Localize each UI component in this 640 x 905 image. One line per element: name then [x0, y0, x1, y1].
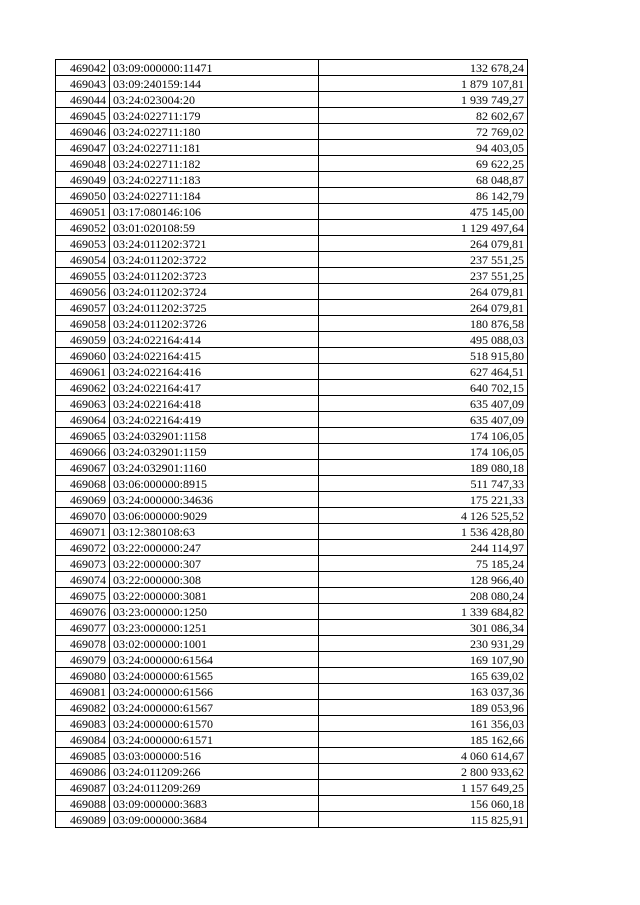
- table-row: [56, 300, 528, 316]
- cadastral-value: 635 407,09: [319, 412, 528, 428]
- cadastral-value: 1 157 649,25: [319, 780, 528, 796]
- cadastral-value: 132 678,24: [319, 60, 528, 76]
- cadastral-number: 03:24:011209:269: [110, 780, 319, 796]
- cadastral-number: 03:24:011202:3722: [110, 252, 319, 268]
- table-row: [56, 316, 528, 332]
- row-number: 469079: [56, 652, 110, 668]
- table-row: [56, 396, 528, 412]
- row-number: 469053: [56, 236, 110, 252]
- table-row: [56, 172, 528, 188]
- row-number: 469072: [56, 540, 110, 556]
- table-row: [56, 364, 528, 380]
- table-row: [56, 188, 528, 204]
- cadastral-value: 495 088,03: [319, 332, 528, 348]
- cadastral-value: 94 403,05: [319, 140, 528, 156]
- row-number: 469074: [56, 572, 110, 588]
- row-number: 469055: [56, 268, 110, 284]
- cadastral-number: 03:12:380108:63: [110, 524, 319, 540]
- cadastral-value: 518 915,80: [319, 348, 528, 364]
- cadastral-number: 03:24:022711:182: [110, 156, 319, 172]
- row-number: 469086: [56, 764, 110, 780]
- row-number: 469077: [56, 620, 110, 636]
- cadastral-value: 2 800 933,62: [319, 764, 528, 780]
- cadastral-value: 86 142,79: [319, 188, 528, 204]
- cadastral-number: 03:24:032901:1160: [110, 460, 319, 476]
- cadastral-number: 03:24:022711:183: [110, 172, 319, 188]
- cadastral-number: 03:09:000000:11471: [110, 60, 319, 76]
- cadastral-number: 03:24:000000:34636: [110, 492, 319, 508]
- row-number: 469061: [56, 364, 110, 380]
- cadastral-number: 03:24:000000:61567: [110, 700, 319, 716]
- row-number: 469087: [56, 780, 110, 796]
- cadastral-value: 4 126 525,52: [319, 508, 528, 524]
- cadastral-value: 115 825,91: [319, 812, 528, 828]
- row-number: 469076: [56, 604, 110, 620]
- table-row: [56, 700, 528, 716]
- table-row: [56, 668, 528, 684]
- cadastral-number: 03:24:011202:3726: [110, 316, 319, 332]
- cadastral-number: 03:01:020108:59: [110, 220, 319, 236]
- cadastral-value: 169 107,90: [319, 652, 528, 668]
- cadastral-number: 03:24:022164:418: [110, 396, 319, 412]
- cadastral-value: 237 551,25: [319, 252, 528, 268]
- row-number: 469071: [56, 524, 110, 540]
- row-number: 469052: [56, 220, 110, 236]
- table-row: [56, 220, 528, 236]
- cadastral-value: 511 747,33: [319, 476, 528, 492]
- cadastral-value: 189 080,18: [319, 460, 528, 476]
- cadastral-value: 1 536 428,80: [319, 524, 528, 540]
- cadastral-number: 03:22:000000:307: [110, 556, 319, 572]
- row-number: 469081: [56, 684, 110, 700]
- cadastral-number: 03:24:011202:3725: [110, 300, 319, 316]
- row-number: 469047: [56, 140, 110, 156]
- row-number: 469070: [56, 508, 110, 524]
- cadastral-number: 03:22:000000:308: [110, 572, 319, 588]
- cadastral-value: 301 086,34: [319, 620, 528, 636]
- cadastral-value: 156 060,18: [319, 796, 528, 812]
- cadastral-number: 03:24:011202:3721: [110, 236, 319, 252]
- table-row: [56, 140, 528, 156]
- row-number: 469085: [56, 748, 110, 764]
- cadastral-value: 68 048,87: [319, 172, 528, 188]
- cadastral-value: 230 931,29: [319, 636, 528, 652]
- cadastral-value: 174 106,05: [319, 428, 528, 444]
- row-number: 469057: [56, 300, 110, 316]
- cadastral-value: 237 551,25: [319, 268, 528, 284]
- cadastral-number: 03:24:023004:20: [110, 92, 319, 108]
- table-row: [56, 332, 528, 348]
- cadastral-number: 03:24:000000:61564: [110, 652, 319, 668]
- table-row: [56, 236, 528, 252]
- table-row: [56, 412, 528, 428]
- table-row: [56, 716, 528, 732]
- cadastral-number: 03:02:000000:1001: [110, 636, 319, 652]
- table-row: [56, 284, 528, 300]
- cadastral-number: 03:24:032901:1159: [110, 444, 319, 460]
- row-number: 469082: [56, 700, 110, 716]
- table-row: [56, 732, 528, 748]
- table-row: [56, 748, 528, 764]
- row-number: 469078: [56, 636, 110, 652]
- cadastral-number: 03:24:022164:416: [110, 364, 319, 380]
- row-number: 469073: [56, 556, 110, 572]
- table-row: [56, 460, 528, 476]
- cadastral-number: 03:06:000000:9029: [110, 508, 319, 524]
- table-row: [56, 764, 528, 780]
- cadastral-number: 03:24:011209:266: [110, 764, 319, 780]
- table-row: [56, 252, 528, 268]
- cadastral-number: 03:17:080146:106: [110, 204, 319, 220]
- cadastral-value: 264 079,81: [319, 284, 528, 300]
- row-number: 469056: [56, 284, 110, 300]
- cadastral-value: 264 079,81: [319, 236, 528, 252]
- row-number: 469063: [56, 396, 110, 412]
- row-number: 469067: [56, 460, 110, 476]
- cadastral-value: 185 162,66: [319, 732, 528, 748]
- table-row: [56, 684, 528, 700]
- cadastral-value: 189 053,96: [319, 700, 528, 716]
- cadastral-value: 163 037,36: [319, 684, 528, 700]
- cadastral-number: 03:24:000000:61571: [110, 732, 319, 748]
- row-number: 469059: [56, 332, 110, 348]
- table-row: [56, 492, 528, 508]
- cadastral-value: 244 114,97: [319, 540, 528, 556]
- row-number: 469048: [56, 156, 110, 172]
- row-number: 469066: [56, 444, 110, 460]
- cadastral-value: 4 060 614,67: [319, 748, 528, 764]
- cadastral-value: 627 464,51: [319, 364, 528, 380]
- cadastral-value: 264 079,81: [319, 300, 528, 316]
- cadastral-value: 69 622,25: [319, 156, 528, 172]
- cadastral-number: 03:24:022711:184: [110, 188, 319, 204]
- table-row: [56, 524, 528, 540]
- table-row: [56, 620, 528, 636]
- cadastral-value: 128 966,40: [319, 572, 528, 588]
- row-number: 469088: [56, 796, 110, 812]
- table-row: [56, 348, 528, 364]
- cadastral-value-table: [55, 59, 528, 828]
- cadastral-value: 208 080,24: [319, 588, 528, 604]
- table-row: [56, 812, 528, 828]
- cadastral-number: 03:06:000000:8915: [110, 476, 319, 492]
- cadastral-number: 03:24:022711:180: [110, 124, 319, 140]
- table-row: [56, 76, 528, 92]
- row-number: 469043: [56, 76, 110, 92]
- table-row: [56, 92, 528, 108]
- cadastral-number: 03:22:000000:3081: [110, 588, 319, 604]
- row-number: 469051: [56, 204, 110, 220]
- row-number: 469080: [56, 668, 110, 684]
- row-number: 469054: [56, 252, 110, 268]
- table-row: [56, 588, 528, 604]
- cadastral-value: 475 145,00: [319, 204, 528, 220]
- row-number: 469042: [56, 60, 110, 76]
- cadastral-number: 03:24:022164:415: [110, 348, 319, 364]
- table-row: [56, 124, 528, 140]
- table-row: [56, 540, 528, 556]
- cadastral-number: 03:24:000000:61565: [110, 668, 319, 684]
- row-number: 469064: [56, 412, 110, 428]
- table-body: [56, 60, 528, 828]
- table-row: [56, 572, 528, 588]
- cadastral-number: 03:09:000000:3684: [110, 812, 319, 828]
- table-row: [56, 268, 528, 284]
- cadastral-value: 1 339 684,82: [319, 604, 528, 620]
- table-row: [56, 508, 528, 524]
- cadastral-value: 180 876,58: [319, 316, 528, 332]
- cadastral-number: 03:24:011202:3724: [110, 284, 319, 300]
- cadastral-number: 03:03:000000:516: [110, 748, 319, 764]
- cadastral-number: 03:24:011202:3723: [110, 268, 319, 284]
- cadastral-value: 640 702,15: [319, 380, 528, 396]
- row-number: 469065: [56, 428, 110, 444]
- row-number: 469044: [56, 92, 110, 108]
- table-row: [56, 604, 528, 620]
- row-number: 469075: [56, 588, 110, 604]
- row-number: 469089: [56, 812, 110, 828]
- row-number: 469062: [56, 380, 110, 396]
- row-number: 469068: [56, 476, 110, 492]
- cadastral-number: 03:23:000000:1250: [110, 604, 319, 620]
- cadastral-number: 03:24:000000:61570: [110, 716, 319, 732]
- table-row: [56, 108, 528, 124]
- cadastral-number: 03:24:022164:417: [110, 380, 319, 396]
- row-number: 469049: [56, 172, 110, 188]
- table-row: [56, 380, 528, 396]
- table-row: [56, 60, 528, 76]
- cadastral-value: 161 356,03: [319, 716, 528, 732]
- row-number: 469060: [56, 348, 110, 364]
- row-number: 469083: [56, 716, 110, 732]
- row-number: 469046: [56, 124, 110, 140]
- cadastral-number: 03:23:000000:1251: [110, 620, 319, 636]
- cadastral-value: 1 879 107,81: [319, 76, 528, 92]
- cadastral-number: 03:24:000000:61566: [110, 684, 319, 700]
- table-row: [56, 556, 528, 572]
- cadastral-value: 635 407,09: [319, 396, 528, 412]
- cadastral-value: 1 939 749,27: [319, 92, 528, 108]
- cadastral-value: 72 769,02: [319, 124, 528, 140]
- cadastral-value: 82 602,67: [319, 108, 528, 124]
- table-row: [56, 796, 528, 812]
- row-number: 469045: [56, 108, 110, 124]
- cadastral-number: 03:24:022164:419: [110, 412, 319, 428]
- cadastral-value: 1 129 497,64: [319, 220, 528, 236]
- cadastral-number: 03:24:022711:181: [110, 140, 319, 156]
- cadastral-number: 03:24:022711:179: [110, 108, 319, 124]
- cadastral-number: 03:24:032901:1158: [110, 428, 319, 444]
- cadastral-number: 03:09:000000:3683: [110, 796, 319, 812]
- table-row: [56, 780, 528, 796]
- cadastral-value: 165 639,02: [319, 668, 528, 684]
- cadastral-number: 03:22:000000:247: [110, 540, 319, 556]
- table-row: [56, 444, 528, 460]
- table-row: [56, 476, 528, 492]
- table-row: [56, 636, 528, 652]
- row-number: 469084: [56, 732, 110, 748]
- cadastral-value: 174 106,05: [319, 444, 528, 460]
- row-number: 469069: [56, 492, 110, 508]
- row-number: 469050: [56, 188, 110, 204]
- table-row: [56, 156, 528, 172]
- cadastral-value: 175 221,33: [319, 492, 528, 508]
- row-number: 469058: [56, 316, 110, 332]
- cadastral-number: 03:09:240159:144: [110, 76, 319, 92]
- table-row: [56, 428, 528, 444]
- cadastral-value: 75 185,24: [319, 556, 528, 572]
- table-row: [56, 652, 528, 668]
- table-row: [56, 204, 528, 220]
- cadastral-number: 03:24:022164:414: [110, 332, 319, 348]
